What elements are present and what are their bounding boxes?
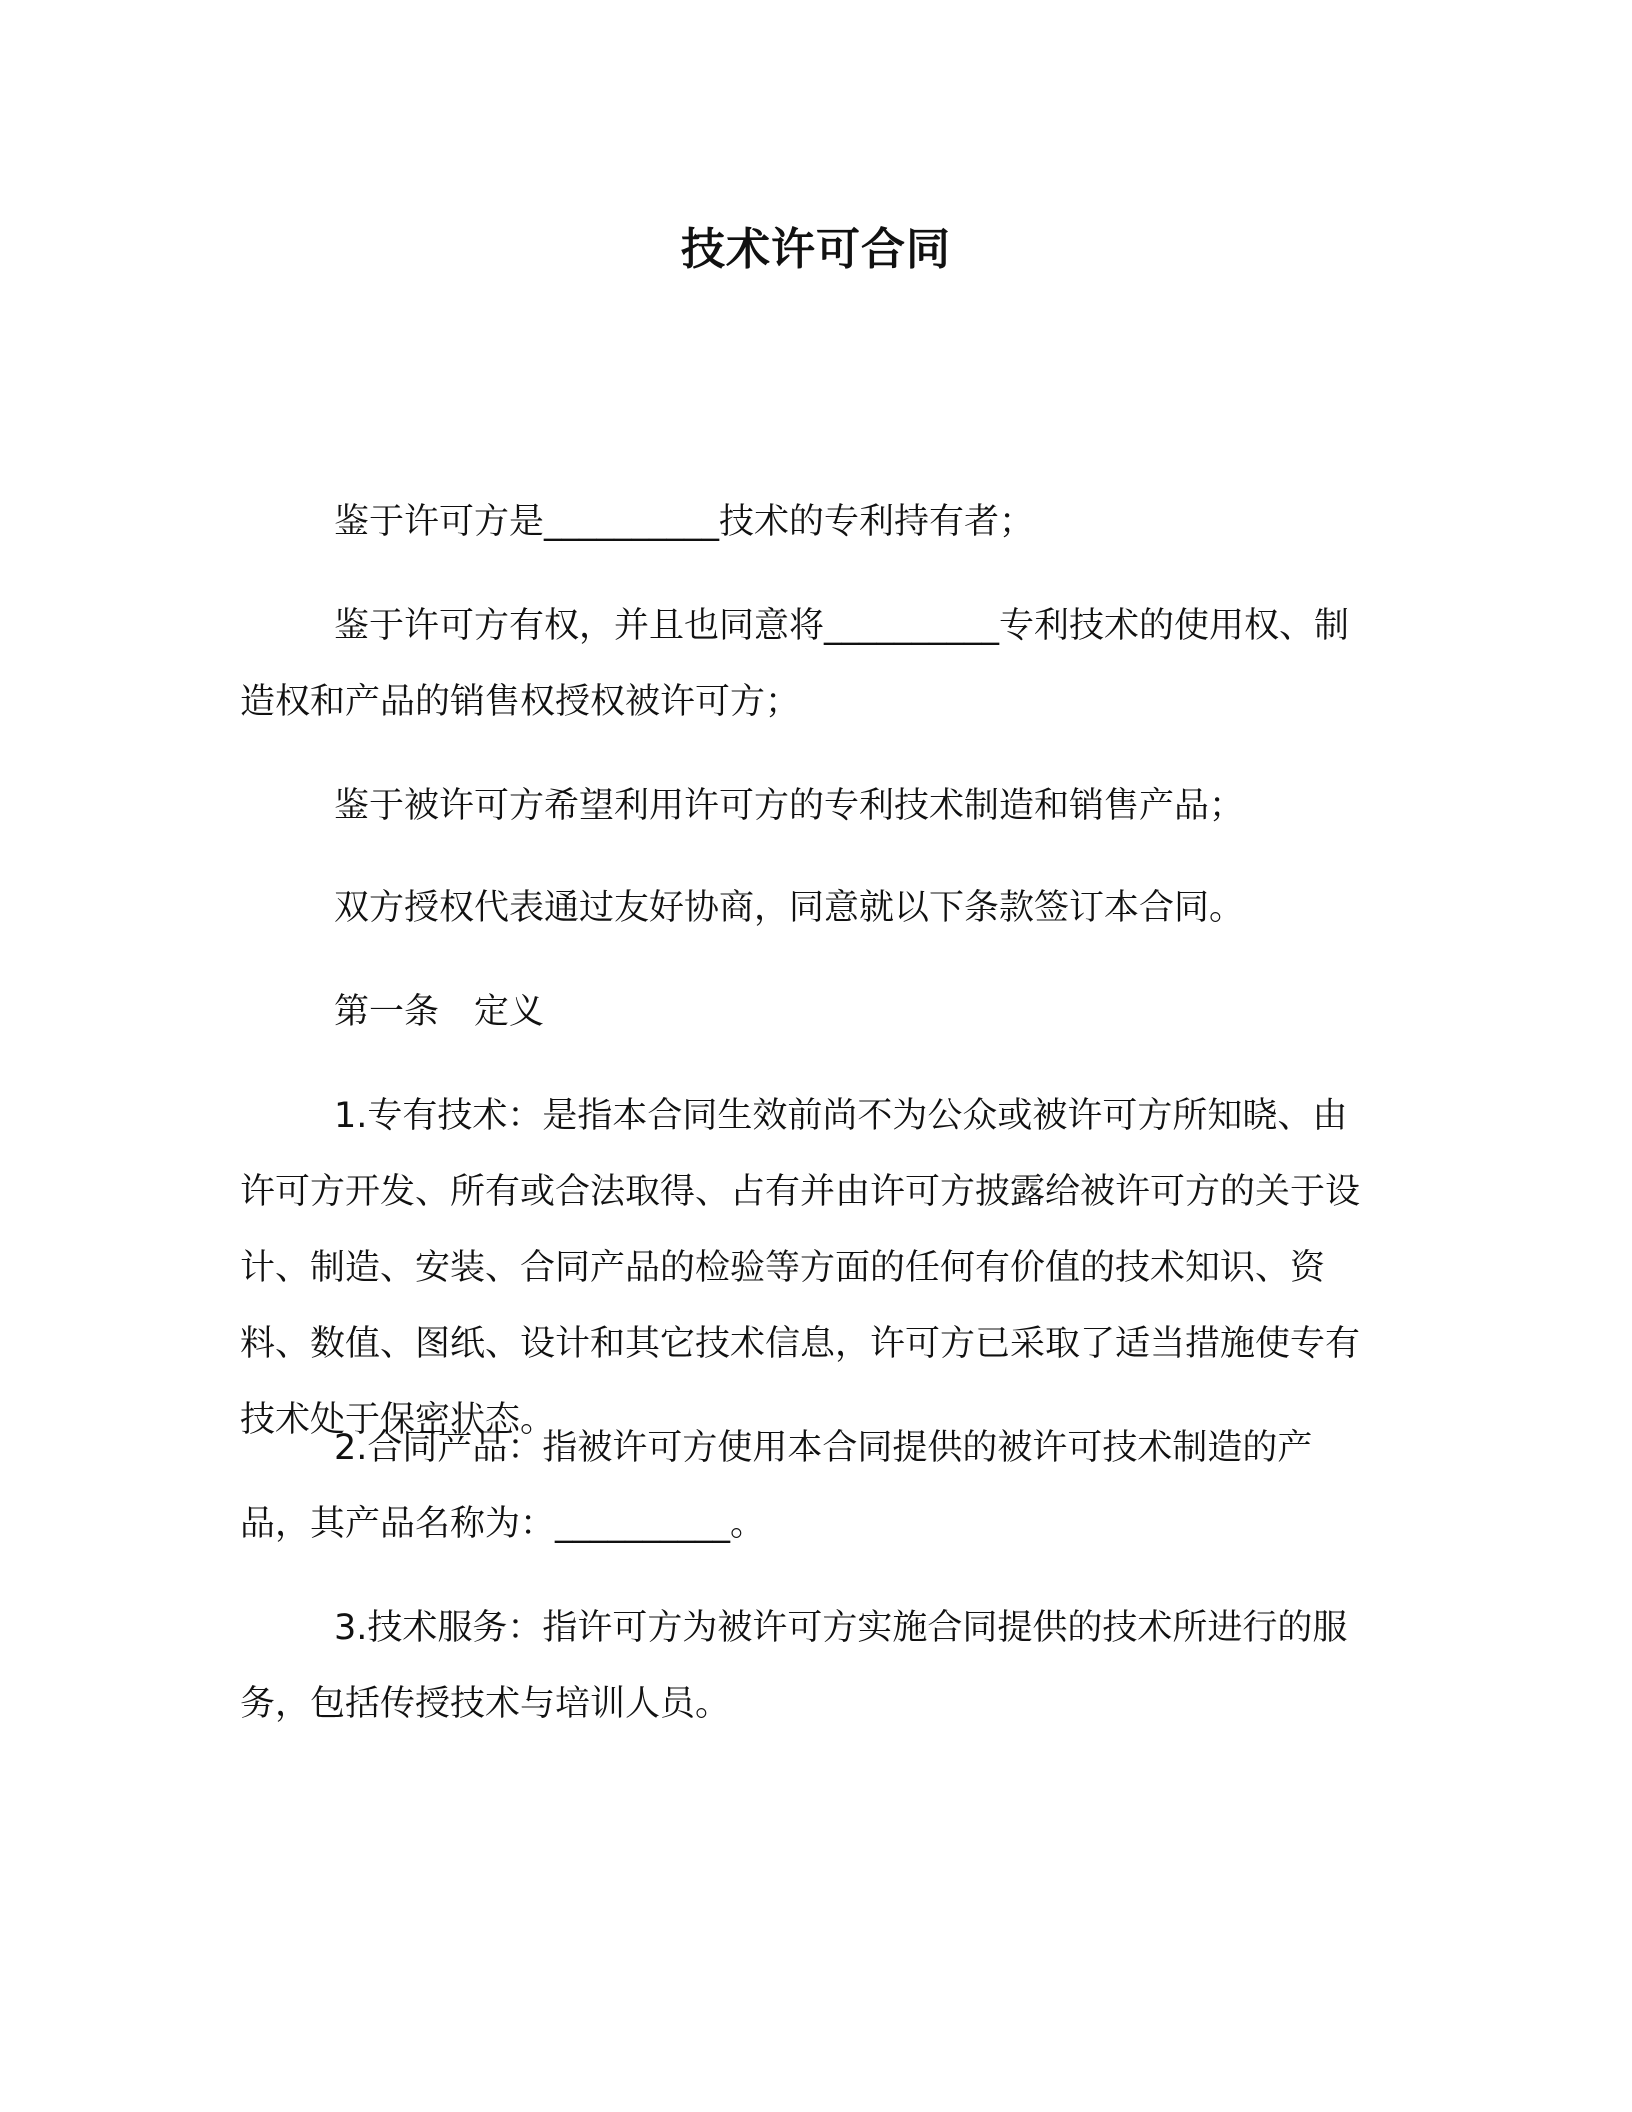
article-heading: 第一条 定义 — [334, 992, 545, 1032]
recital-paragraph-4: 双方授权代表通过友好协商，同意就以下条款签订本合同。 — [334, 888, 1245, 928]
recital-paragraph-2: 鉴于许可方有权，并且也同意将__________专利技术的使用权、制造权和产品的销售权授权被许可方； — [240, 606, 1350, 722]
recital-paragraph-1: 鉴于许可方是__________技术的专利持有者； — [334, 502, 1035, 542]
document-title: 技术许可合同 — [681, 224, 951, 275]
definition-paragraph-3: 3.技术服务：指许可方为被许可方实施合同提供的技术所进行的服务，包括传授技术与培训人员。 — [240, 1608, 1348, 1724]
definition-paragraph-2: 2.合同产品：指被许可方使用本合同提供的被许可技术制造的产品，其产品名称为：__________。 — [240, 1428, 1313, 1544]
definition-paragraph-1: 1.专有技术：是指本合同生效前尚不为公众或被许可方所知晓、由许可方开发、所有或合法取得、占有并由许可方披露给被许可方的关于设计、制造、安装、合同产品的检验等方面的任何有价值的技术知识、资料、数值、图纸、设计和其它技术信息，许可方已采取了适当措施使专有技术处于保密状态。 — [240, 1096, 1361, 1440]
recital-paragraph-3: 鉴于被许可方希望利用许可方的专利技术制造和销售产品； — [334, 786, 1245, 826]
